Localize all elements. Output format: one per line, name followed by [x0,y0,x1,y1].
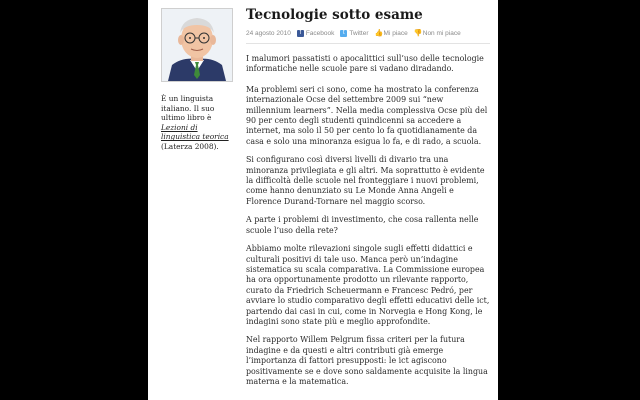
article-main [246,6,490,395]
author-bio [161,94,233,152]
twitter-share-button[interactable] [340,30,368,37]
paragraph: Ma problemi seri ci sono, come ha mostrato la conferenza internazionale Ocse del settembre 2009 sui “new millennium learners”. Nella media complessiva Ocse più del 90 per cento degli studenti quindicenni sa accedere a internet, ma solo il 50 per cento lo fa quotidianamente da casa e solo una minoranza esigua lo fa, e di rado, a scuola. [246,84,488,146]
facebook-label: Facebook [305,30,335,37]
author-column [161,8,233,152]
like-button[interactable] [375,30,408,37]
like-label: Mi piace [383,30,408,37]
twitter-icon: t [340,30,347,37]
paragraph: Si configurano così diversi livelli di divario tra una minoranza privilegiata e gli altri. Ma soprattutto è evidente la difficoltà delle scuole nel fronteggiare i nuovi problemi, come hanno denunziato su Le Monde Anna Angeli e Florence Durand-Tornare nel maggio scorso. [246,155,485,206]
paragraph: A parte i problemi di investimento, che cosa rallenta nelle scuole l’uso della rete? [246,215,479,235]
book-link[interactable]: Lezioni di linguistica teorica [161,122,229,142]
facebook-share-button[interactable] [297,30,335,37]
paragraph: Nel rapporto Willem Pelgrum fissa criteri per la futura indagine e da questi e altri contributi già emerge l’importanza di fattori presupposti: le ict agiscono positivamente se e dove sono saldamente acquisite la lingua materna e la matematica. [246,335,488,386]
paragraph: Abbiamo molte rilevazioni singole sugli effetti didattici e culturali positivi di tale uso. Manca però un’indagine sistematica su scala comparativa. La Commissione europea ha ora opportunamente prodotto un rilevante rapporto, curato da Friedrich Scheuermann e Francesc Pedró, per avviare lo studio comparativo degli effetti educativi delle ict, partendo dai casi in cui, come in Norvegia e Hong Kong, le indagini sono state più e meglio approfondite. [246,244,490,326]
bio-text: È un linguista italiano. Il suo ultimo libro è [161,94,215,123]
thumbs-down-icon: 👎 [413,30,423,37]
dislike-button[interactable] [414,30,461,37]
paragraph: I malumori passatisti o apocalittici sull’uso delle tecnologie informatiche nelle scuole pare si vadano diradando. [246,54,484,74]
article-date: 24 agosto 2010 [246,30,291,37]
article-body [246,54,490,387]
article-title: Tecnologie sotto esame [246,7,423,23]
article-page [148,0,498,400]
article-meta-bar [246,30,490,44]
dislike-label: Non mi piace [422,30,461,37]
bio-publisher: (Laterza 2008). [161,141,219,151]
twitter-label: Twitter [349,30,369,37]
author-avatar [161,8,233,82]
thumbs-up-icon: 👍 [374,30,384,37]
facebook-icon: f [297,30,304,37]
